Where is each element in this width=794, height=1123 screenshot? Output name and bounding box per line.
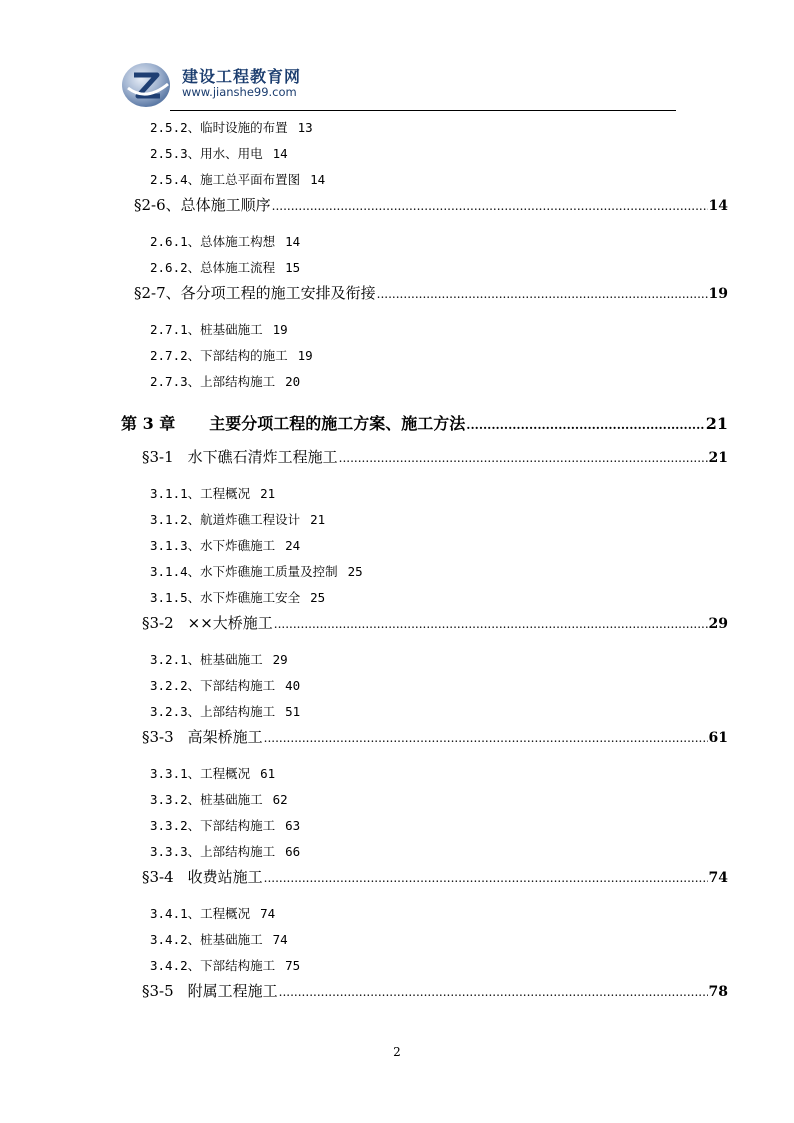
toc-entry[interactable] [150,676,300,694]
toc-dot-leader [264,871,708,885]
toc-section-title: 各分项工程的施工安排及衔接 [180,284,376,302]
toc-section-title: 总体施工顺序 [180,196,271,214]
toc-dot-leader [264,731,708,745]
toc-entry[interactable] [150,372,300,390]
toc-section-entry[interactable] [142,726,728,747]
page-number: 2 [393,1045,401,1059]
toc-entry[interactable] [150,588,325,606]
toc-section-page: 14 [708,198,728,214]
toc-entry-page: 63 [285,818,301,833]
toc-section-entry[interactable] [134,194,728,215]
toc-entry-number: 2.6.2、 [150,260,201,275]
toc-entry[interactable] [150,232,300,250]
toc-section-number: §3-2 [142,614,174,632]
toc-entry-title: 桩基础施工 [200,792,263,807]
toc-chapter-page: 21 [705,414,728,433]
toc-entry-number: 3.1.3、 [150,538,201,553]
toc-entry-title: 总体施工构想 [200,234,276,249]
toc-section-number: §3-3 [142,728,174,746]
toc-entry[interactable] [150,484,275,502]
toc-entry-title: 总体施工流程 [200,260,276,275]
toc-entry-number: 3.3.3、 [150,844,201,859]
toc-section-number: §3-1 [142,448,174,466]
toc-entry-number: 3.1.5、 [150,590,201,605]
toc-entry-number: 3.1.4、 [150,564,201,579]
toc-entry-title: 下部结构施工 [200,958,276,973]
toc-dot-leader [377,287,708,301]
toc-entry-number: 3.4.2、 [150,932,201,947]
toc-entry[interactable] [150,764,275,782]
toc-section-number: §3-5 [142,982,174,1000]
toc-entry-page: 62 [272,792,288,807]
toc-entry-title: 工程概况 [200,766,251,781]
toc-entry-page: 61 [260,766,276,781]
toc-entry-page: 51 [285,704,301,719]
toc-entry-number: 3.2.3、 [150,704,201,719]
toc-entry-title: 用水、用电 [200,146,263,161]
toc-entry-number: 3.3.2、 [150,792,201,807]
toc-section-entry[interactable] [142,446,728,467]
toc-section-entry[interactable] [134,282,728,303]
toc-entry-title: 上部结构施工 [200,844,276,859]
toc-section-page: 61 [708,730,728,746]
toc-entry-page: 24 [285,538,301,553]
toc-entry[interactable] [150,790,288,808]
toc-entry-title: 桩基础施工 [200,322,263,337]
toc-entry[interactable] [150,536,300,554]
toc-section-title: 水下礁石清炸工程施工 [187,448,338,466]
toc-entry[interactable] [150,562,363,580]
toc-entry-page: 20 [285,374,301,389]
toc-entry-number: 2.7.1、 [150,322,201,337]
toc-section-page: 19 [708,286,728,302]
toc-entry-page: 25 [310,590,326,605]
toc-entry-title: 桩基础施工 [200,932,263,947]
toc-dot-leader [279,985,708,999]
toc-entry[interactable] [150,930,288,948]
toc-dot-leader [466,418,704,432]
toc-entry-page: 21 [310,512,326,527]
toc-entry-number: 3.2.2、 [150,678,201,693]
toc-entry-title: 施工总平面布置图 [200,172,301,187]
brand-name: 建设工程教育网 [182,67,302,86]
toc-entry-page: 74 [272,932,288,947]
toc-entry-title: 工程概况 [200,906,251,921]
toc-entry-page: 13 [297,120,313,135]
toc-entry-number: 3.2.1、 [150,652,201,667]
toc-entry[interactable] [150,842,300,860]
toc-entry[interactable] [150,904,275,922]
toc-entry-number: 2.5.4、 [150,172,201,187]
toc-entry-page: 25 [347,564,363,579]
toc-entry[interactable] [150,346,313,364]
toc-entry-title: 桩基础施工 [200,652,263,667]
toc-entry-title: 下部结构施工 [200,678,276,693]
toc-entry-number: 2.7.3、 [150,374,201,389]
toc-section-title: 高架桥施工 [187,728,263,746]
toc-section-page: 74 [708,870,728,886]
toc-entry-number: 2.7.2、 [150,348,201,363]
toc-entry-page: 14 [285,234,301,249]
toc-entry-number: 3.3.1、 [150,766,201,781]
toc-entry[interactable] [150,510,325,528]
toc-entry-title: 下部结构的施工 [200,348,288,363]
toc-entry-number: 2.5.3、 [150,146,201,161]
toc-section-entry[interactable] [142,980,728,1001]
toc-section-title: ××大桥施工 [187,614,273,632]
toc-entry[interactable] [150,144,288,162]
toc-chapter-entry[interactable] [121,411,728,434]
toc-entry-number: 3.4.2、 [150,958,201,973]
toc-section-number: §2-7、 [134,284,181,302]
toc-entry-title: 水下炸礁施工质量及控制 [200,564,338,579]
toc-entry-page: 74 [260,906,276,921]
toc-section-entry[interactable] [142,866,728,887]
toc-entry-page: 14 [272,146,288,161]
toc-entry-number: 2.6.1、 [150,234,201,249]
toc-section-page: 21 [708,450,728,466]
toc-entry-title: 工程概况 [200,486,251,501]
toc-entry-title: 临时设施的布置 [200,120,288,135]
toc-entry[interactable] [150,170,325,188]
toc-entry-number: 3.4.1、 [150,906,201,921]
toc-entry-number: 3.1.2、 [150,512,201,527]
toc-dot-leader [339,451,708,465]
toc-chapter-number: 第 3 章 [121,414,176,433]
toc-entry-title: 下部结构施工 [200,818,276,833]
toc-entry-number: 2.5.2、 [150,120,201,135]
toc-entry-title: 水下炸礁施工 [200,538,276,553]
toc-entry[interactable] [150,320,288,338]
toc-entry[interactable] [150,702,300,720]
toc-section-page: 29 [708,616,728,632]
toc-entry[interactable] [150,258,300,276]
toc-entry-number: 3.3.2、 [150,818,201,833]
toc-entry[interactable] [150,816,300,834]
toc-section-page: 78 [708,984,728,1000]
toc-entry-title: 上部结构施工 [200,374,276,389]
toc-entry-title: 水下炸礁施工安全 [200,590,301,605]
toc-dot-leader [272,199,708,213]
toc-entry-page: 75 [285,958,301,973]
toc-chapter-title: 主要分项工程的施工方案、施工方法 [209,414,466,433]
toc-section-number: §3-4 [142,868,174,886]
toc-entry[interactable] [150,956,300,974]
toc-section-title: 收费站施工 [187,868,263,886]
toc-entry[interactable] [150,650,288,668]
toc-section-entry[interactable] [142,612,728,633]
toc-entry-page: 19 [272,322,288,337]
brand-url: www.jianshe99.com [182,85,297,99]
toc-entry-page: 21 [260,486,276,501]
toc-section-title: 附属工程施工 [187,982,278,1000]
toc-entry-page: 14 [310,172,326,187]
toc-entry-page: 66 [285,844,301,859]
toc-entry[interactable] [150,118,313,136]
toc-entry-page: 29 [272,652,288,667]
toc-entry-title: 上部结构施工 [200,704,276,719]
toc-entry-page: 15 [285,260,301,275]
toc-section-number: §2-6、 [134,196,181,214]
toc-entry-number: 3.1.1、 [150,486,201,501]
toc-entry-page: 19 [297,348,313,363]
toc-entry-title: 航道炸礁工程设计 [200,512,301,527]
toc-entry-page: 40 [285,678,301,693]
toc-dot-leader [274,617,708,631]
